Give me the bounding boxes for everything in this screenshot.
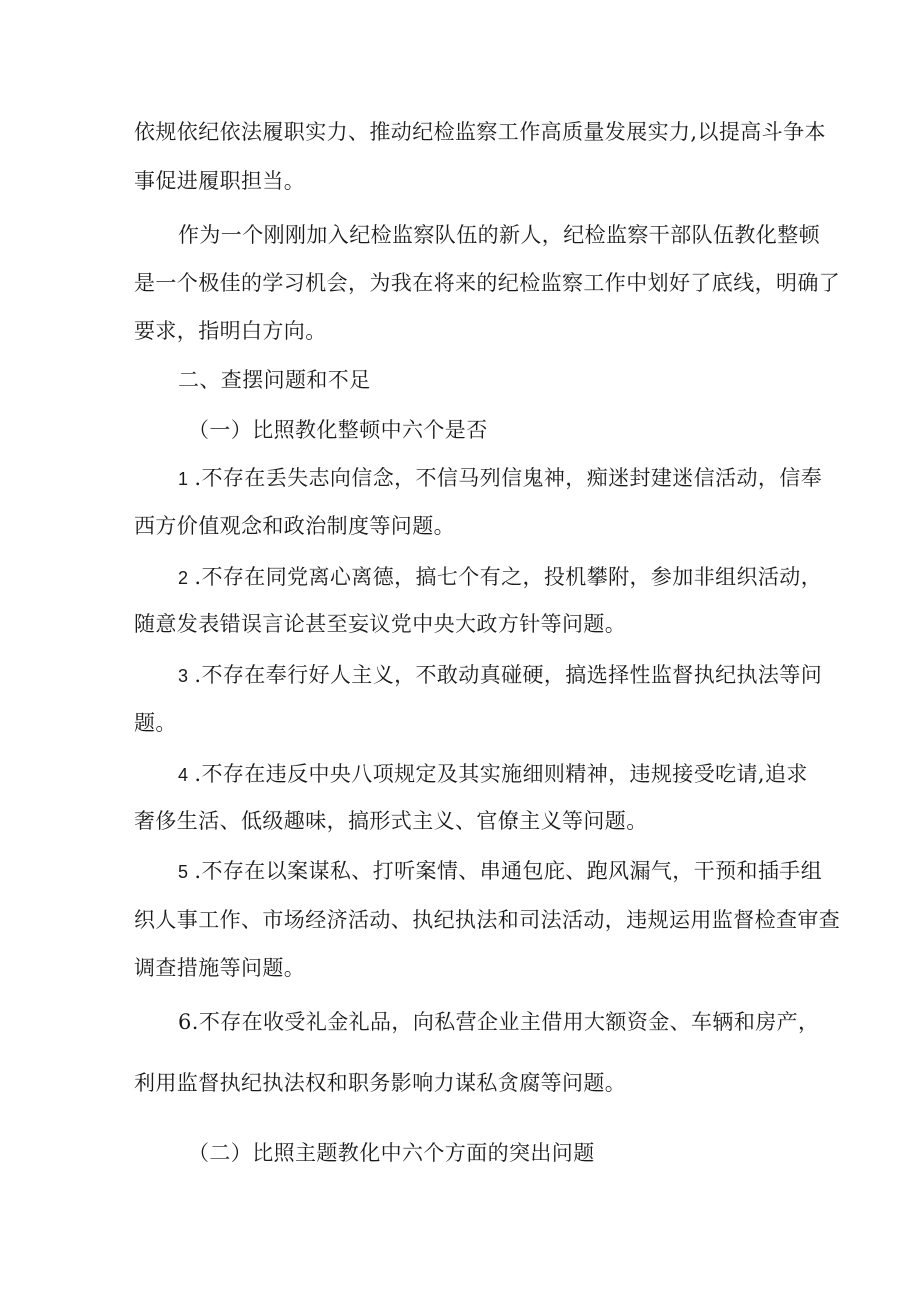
item-1-number: 1 [178, 469, 189, 489]
item-5-number: 5 [178, 862, 189, 882]
item-5-text: .不存在以案谋私、打听案情、串通包庇、跑风漏气，干预和插手组 [194, 859, 823, 883]
subsection-heading-2: （二）比照主题教化中六个方面的突出问题 [188, 1141, 595, 1165]
item-2-number: 2 [178, 568, 189, 588]
item-1-text: .不存在丢失志向信念，不信马列信鬼神，痴迷封建迷信活动，信奉 [194, 466, 823, 490]
paragraph-2-line-2: 是一个极佳的学习机会，为我在将来的纪检监察工作中划好了底线，明确了 [134, 271, 841, 295]
item-2-line-1 [178, 567, 822, 588]
item-5-line-1 [178, 861, 822, 882]
item-2-line-2: 随意发表错误言论甚至妄议党中央大政方针等问题。 [134, 612, 627, 636]
item-4-line-1 [178, 764, 808, 785]
item-6-line-1: 6.不存在收受礼金礼品，向私营企业主借用大额资金、车辆和房产， [178, 1010, 820, 1034]
item-3-text: .不存在奉行好人主义，不敢动真碰硬，搞选择性监督执纪执法等问 [194, 663, 823, 687]
section-heading-2: 二、查摆问题和不足 [178, 368, 371, 392]
paragraph-2-line-1: 作为一个刚刚加入纪检监察队伍的新人，纪检监察干部队伍教化整顿 [178, 223, 820, 247]
subsection-heading-1: （一）比照教化整顿中六个是否 [188, 418, 488, 442]
paragraph-2-line-3: 要求，指明白方向。 [134, 319, 327, 343]
item-4-number: 4 [178, 765, 189, 785]
item-3-line-1 [178, 665, 822, 686]
paragraph-1-line-2: 事促进履职担当。 [134, 169, 306, 193]
item-1-line-2: 西方价值观念和政治制度等问题。 [134, 514, 455, 538]
item-5-line-2: 织人事工作、市场经济活动、执纪执法和司法活动，违规运用监督检查审查 [134, 908, 841, 932]
item-2-text: .不存在同党离心离德，搞七个有之，投机攀附，参加非组织活动， [194, 565, 823, 589]
item-4-text: .不存在违反中央八项规定及其实施细则精神，违规接受吃请,追求 [194, 762, 808, 786]
item-4-line-2: 奢侈生活、低级趣味，搞形式主义、官僚主义等问题。 [134, 809, 648, 833]
item-6-line-2: 利用监督执纪执法权和职务影响力谋私贪腐等问题。 [134, 1071, 627, 1095]
item-3-line-2: 题。 [134, 711, 177, 735]
item-3-number: 3 [178, 666, 189, 686]
item-5-line-3: 调查措施等问题。 [134, 956, 306, 980]
item-1-line-1 [178, 468, 822, 489]
paragraph-1-line-1: 依规依纪依法履职实力、推动纪检监察工作高质量发展实力,以提高斗争本 [134, 120, 826, 144]
